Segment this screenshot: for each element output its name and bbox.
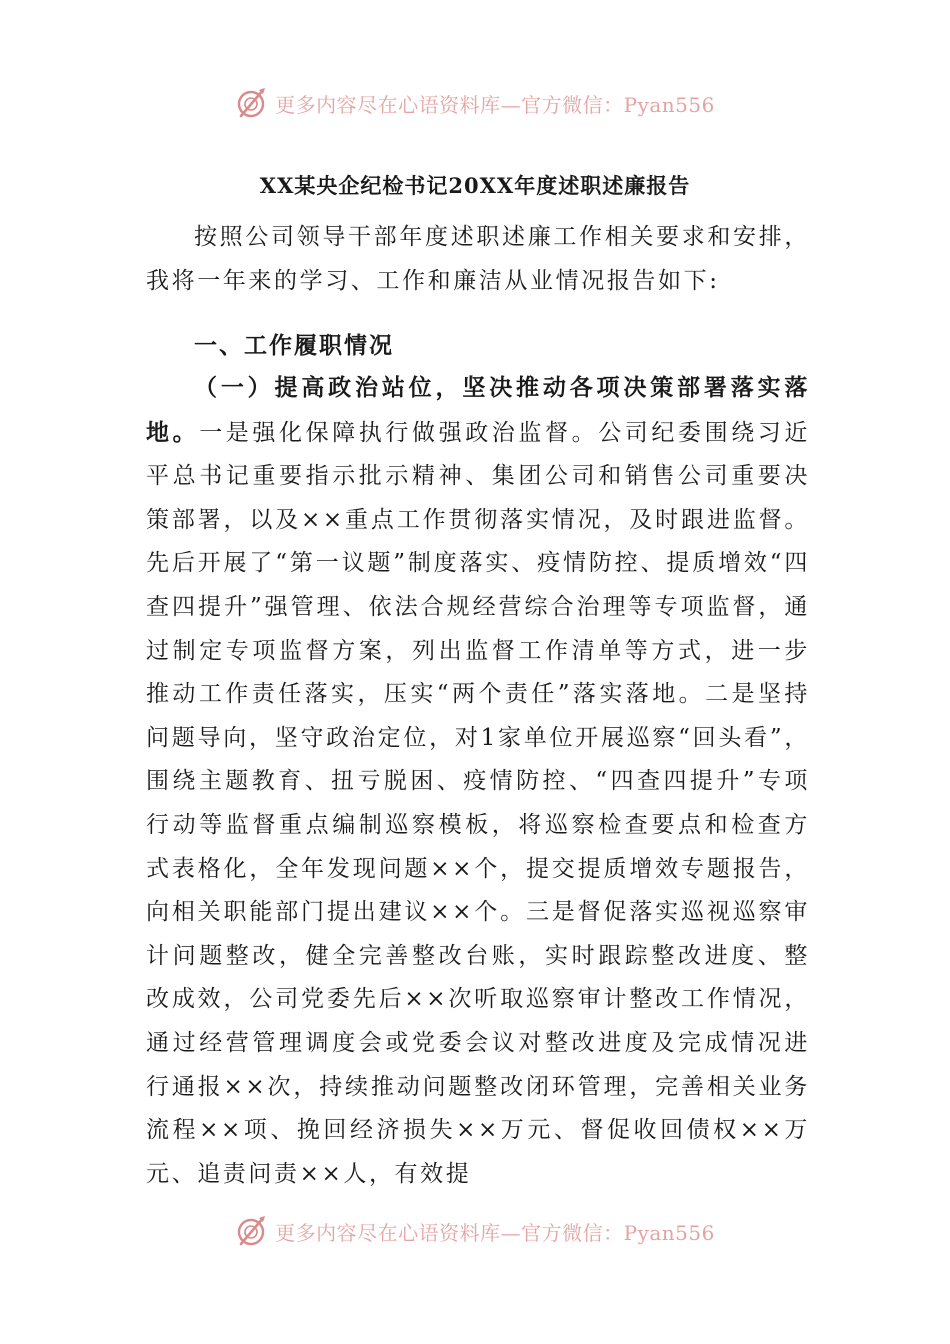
watermark-text: 更多内容尽在心语资料库—官方微信：Pyan556 (275, 1220, 715, 1245)
subsection-paragraph (146, 366, 810, 1196)
watermark-text: 更多内容尽在心语资料库—官方微信：Pyan556 (275, 92, 715, 117)
intro-paragraph: 按照公司领导干部年度述职述廉工作相关要求和安排，我将一年来的学习、工作和廉洁从业情况报告如下: (146, 224, 810, 294)
subsection-lead: （一）提高政治站位，坚决推动各项决策部署落实落地。 (146, 374, 810, 446)
section-heading: 一、工作履职情况 (194, 332, 394, 359)
watermark-banner-bottom (0, 1208, 950, 1254)
document-title: XX某央企纪检书记20XX年度述职述廉报告 (259, 173, 691, 198)
pen-circle-icon (235, 86, 269, 120)
subsection-body: 一是强化保障执行做强政治监督。公司纪委围绕习近平总书记重要指示批示精神、集团公司和销售公司重要决策部署，以及××重点工作贯彻落实情况，及时跟进监督。先后开展了“第一议题”制度落实、疫情防控、提质增效“四查四提升”强管理、依法合规经营综合治理等专项监督，通过制定专项监督方案，列出监督工作清单等方式，进一步推动工作责任落实，压实“两个责任”落实落地。二是坚持问题导向，坚守政治定位，对1家单位开展巡察“回头看”，围绕主题教育、扭亏脱困、疫情防控、“四查四提升”专项行动等监督重点编制巡察模板，将巡察检查要点和检查方式表格化，全年发现问题××个，提交提质增效专题报告，向相关职能部门提出建议××个。三是督促落实巡视巡察审计问题整改，健全完善整改台账，实时跟踪整改进度、整改成效，公司党委先后××次听取巡察审计整改工作情况，通过经营管理调度会或党委会议对整改进度及完成情况进行通报××次，持续推动问题整改闭环管理，完善相关业务流程××项、挽回经济损失××万元、督促收回债权××万元、追责问责××人，有效提 (146, 419, 810, 1187)
pen-circle-icon (235, 1214, 269, 1248)
watermark-banner-top (0, 80, 950, 126)
